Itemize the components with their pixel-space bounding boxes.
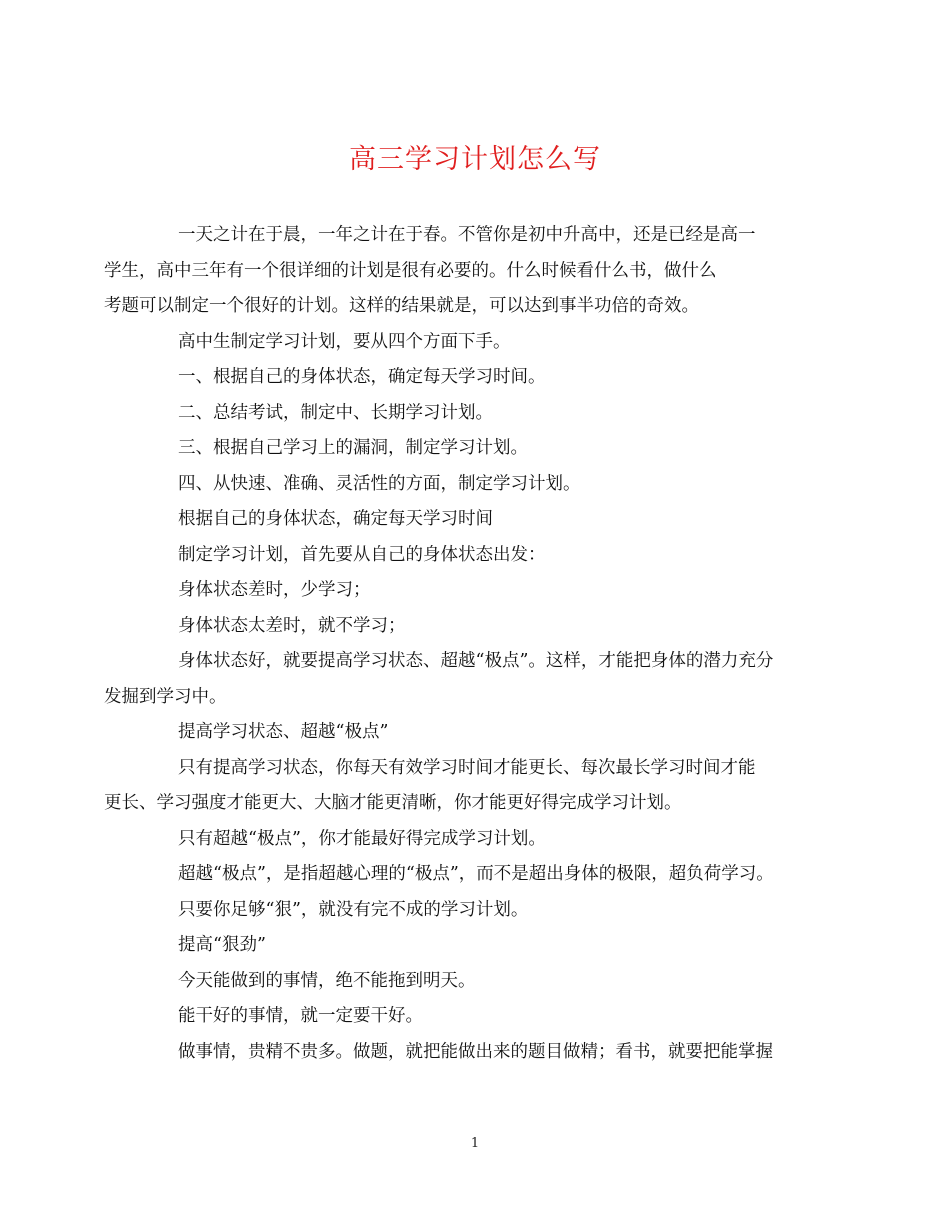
paragraph <box>141 573 811 609</box>
paragraph-line: 发掘到学习中。 <box>104 686 227 707</box>
paragraph <box>141 964 811 1000</box>
paragraph-line: 今天能做到的事情，绝不能拖到明天。 <box>178 970 476 991</box>
paragraph-line: 只有超越“极点”，你才能最好得完成学习计划。 <box>178 828 546 849</box>
paragraph <box>141 325 811 361</box>
paragraph-line: 制定学习计划，首先要从自己的身体状态出发： <box>178 544 546 565</box>
paragraph <box>141 999 811 1035</box>
paragraph-line: 高中生制定学习计划，要从四个方面下手。 <box>178 331 511 352</box>
paragraph <box>141 822 811 858</box>
page-number: 1 <box>470 1136 480 1151</box>
paragraph <box>104 218 811 325</box>
paragraph <box>141 467 811 503</box>
paragraph-line: 身体状态差时，少学习； <box>178 580 371 600</box>
paragraph-line: 一、根据自己的身体状态，确定每天学习时间。 <box>178 367 546 387</box>
paragraph <box>141 431 811 467</box>
paragraph-line: 四、从快速、准确、灵活性的方面，制定学习计划。 <box>178 473 581 494</box>
paragraph-line: 只有提高学习状态，你每天有效学习时间才能更长、每次最长学习时间才能 <box>178 757 756 778</box>
document-title: 高三学习计划怎么写 <box>349 144 601 175</box>
paragraph <box>141 715 811 751</box>
document-body <box>104 218 811 1070</box>
paragraph <box>141 538 811 574</box>
paragraph <box>104 751 811 822</box>
paragraph-line: 二、总结考试，制定中、长期学习计划。 <box>178 402 493 423</box>
paragraph <box>141 396 811 432</box>
paragraph-line: 提高学习状态、超越“极点” <box>178 722 389 742</box>
paragraph-line: 超越“极点”，是指超越心理的“极点”，而不是超出身体的极限，超负荷学习。 <box>178 864 774 884</box>
paragraph-line: 做事情，贵精不贵多。做题，就把能做出来的题目做精；看书，就要把能掌握 <box>178 1041 773 1062</box>
paragraph-line: 根据自己的身体状态，确定每天学习时间 <box>178 509 493 529</box>
paragraph-line: 提高“狠劲” <box>178 935 266 955</box>
paragraph <box>104 644 811 715</box>
paragraph <box>141 928 811 964</box>
paragraph <box>141 1035 811 1071</box>
paragraph-line: 更长、学习强度才能更大、大脑才能更清晰，你才能更好得完成学习计划。 <box>104 793 682 813</box>
paragraph-line: 只要你足够“狠”，就没有完不成的学习计划。 <box>178 899 529 920</box>
paragraph <box>141 893 811 929</box>
paragraph-line: 学生，高中三年有一个很详细的计划是很有必要的。什么时候看什么书，做什么 <box>104 260 717 281</box>
paragraph-line: 身体状态好，就要提高学习状态、超越“极点”。这样，才能把身体的潜力充分 <box>178 651 774 671</box>
paragraph <box>141 502 811 538</box>
paragraph-line: 考题可以制定一个很好的计划。这样的结果就是，可以达到事半功倍的奇效。 <box>104 296 699 316</box>
paragraph <box>141 857 811 893</box>
paragraph-line: 能干好的事情，就一定要干好。 <box>178 1006 423 1026</box>
paragraph-line: 一天之计在于晨，一年之计在于春。不管你是初中升高中，还是已经是高一 <box>178 225 756 245</box>
paragraph-line: 身体状态太差时，就不学习； <box>178 615 406 636</box>
paragraph <box>141 609 811 645</box>
paragraph-line: 三、根据自己学习上的漏洞，制定学习计划。 <box>178 438 528 458</box>
paragraph <box>141 360 811 396</box>
